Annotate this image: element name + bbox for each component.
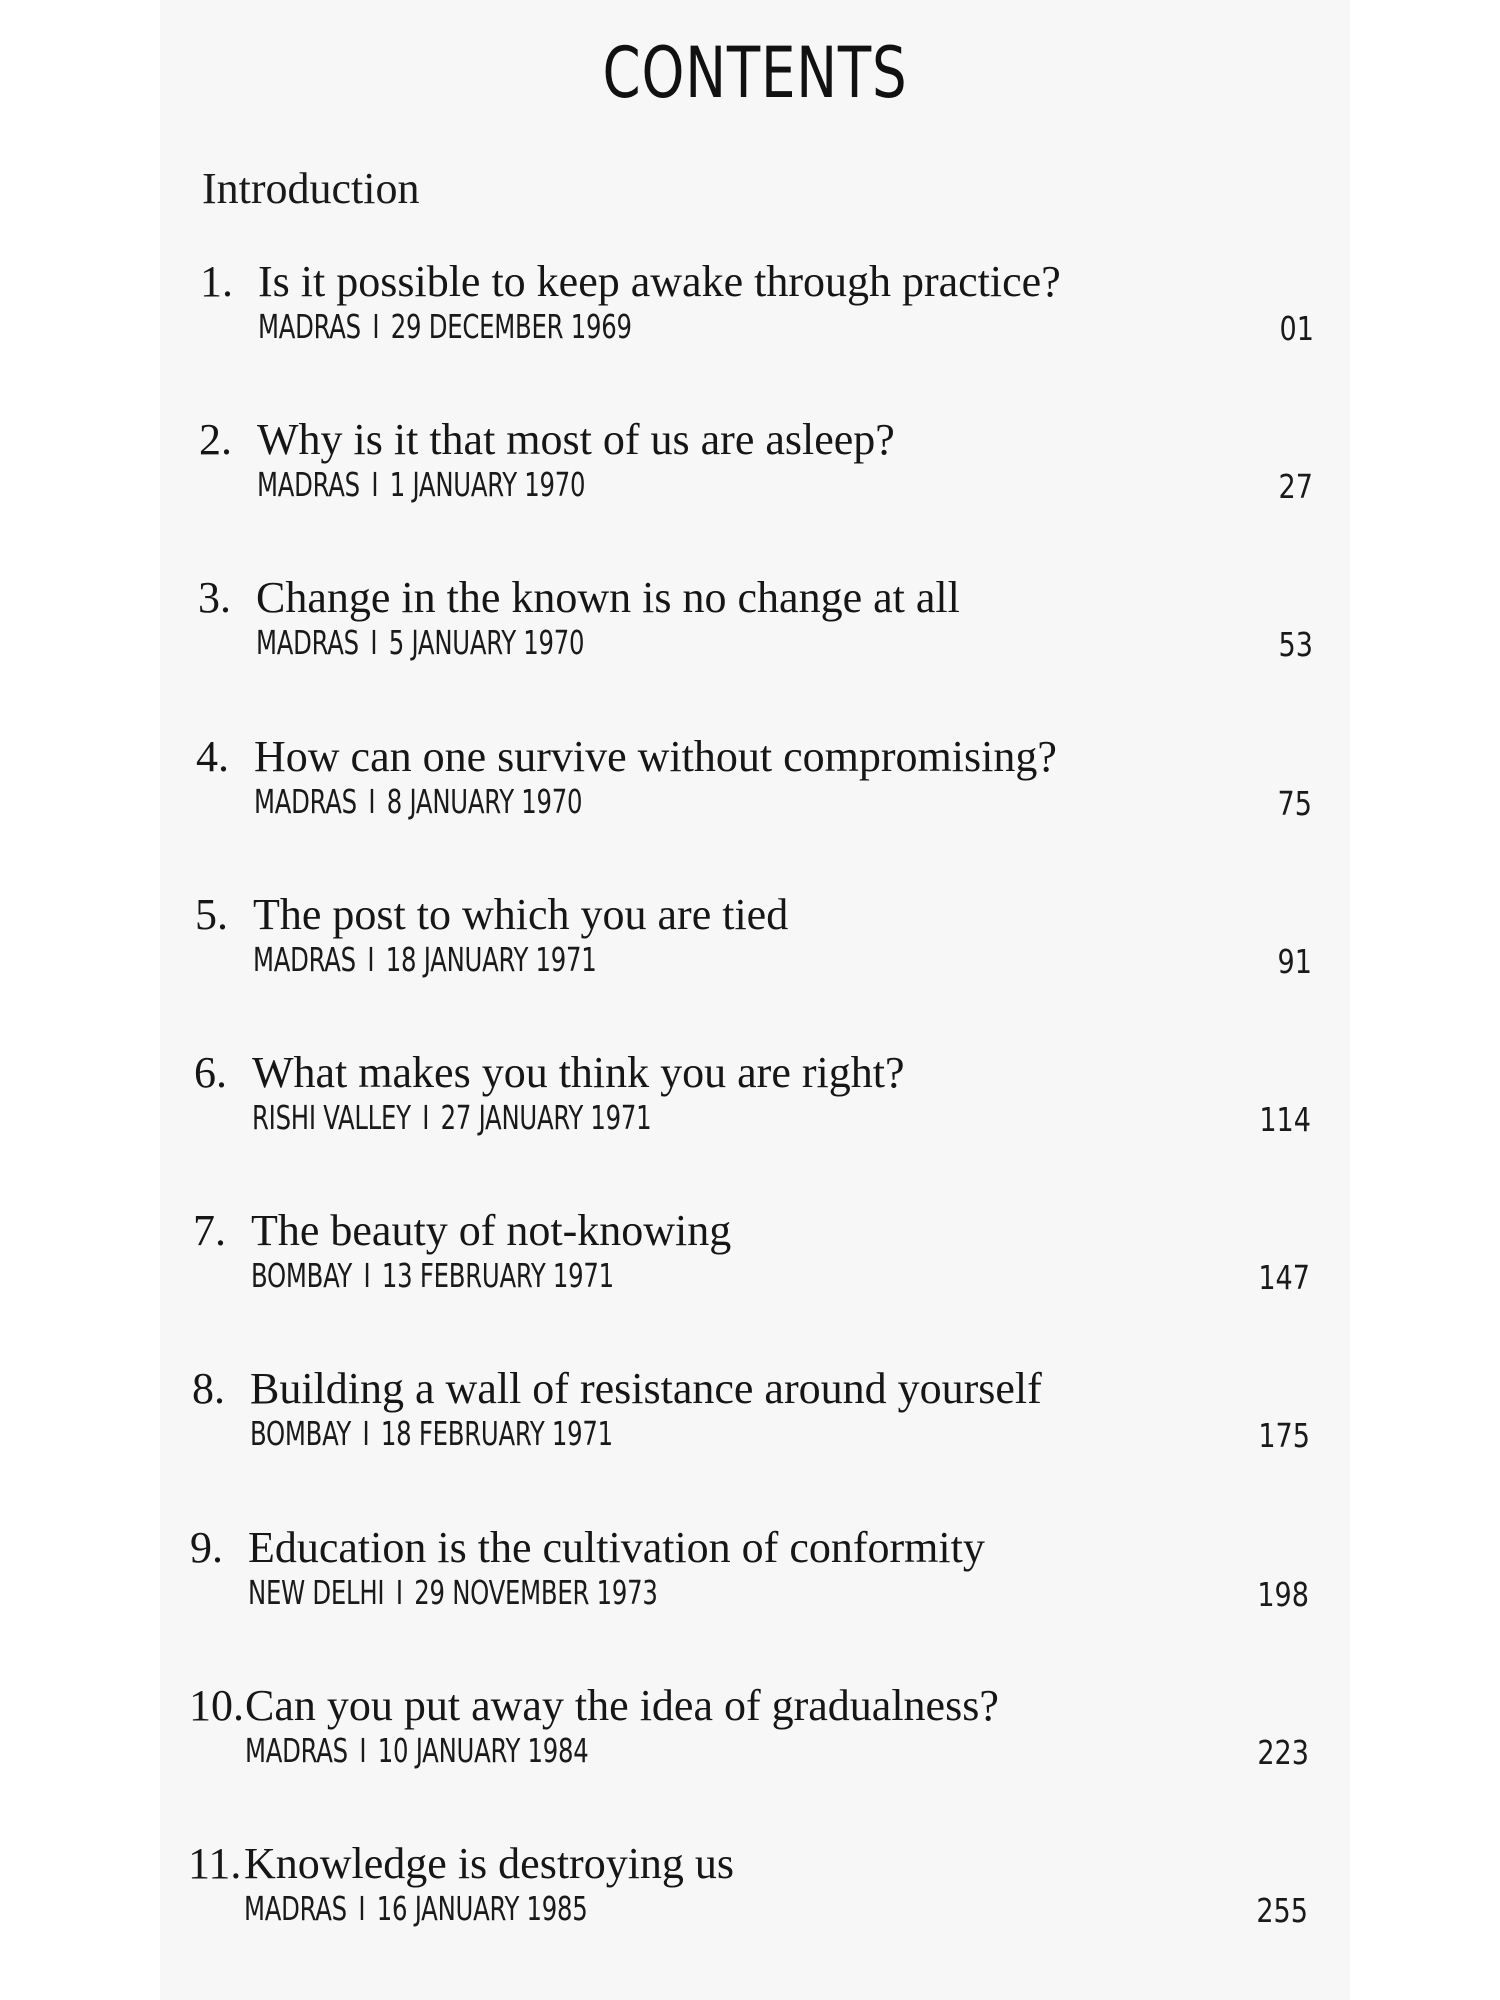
toc-entry [199, 415, 1313, 535]
entry-meta [253, 940, 597, 980]
entry-separator: I [368, 782, 376, 821]
book-page [160, 0, 1350, 2000]
entry-title [196, 732, 1057, 782]
entry-title [190, 1523, 985, 1573]
entry-separator: I [371, 465, 379, 504]
entry-number: 3. [198, 573, 231, 622]
entry-title [193, 1206, 731, 1256]
entry-title-text: Knowledge is destroying us [244, 1839, 735, 1888]
entry-date: 18 FEBRUARY 1971 [380, 1414, 613, 1453]
entry-date: 29 NOVEMBER 1973 [414, 1573, 658, 1612]
entry-title [198, 573, 960, 623]
entry-separator: I [367, 940, 375, 979]
entry-place: MADRAS [253, 940, 356, 979]
entry-title-text: Is it possible to keep awake through practice? [258, 257, 1061, 306]
entry-number: 7. [193, 1206, 226, 1255]
entry-title-text: Building a wall of resistance around yourself [250, 1364, 1042, 1413]
entry-meta [245, 1731, 589, 1771]
entry-number: 9. [190, 1523, 223, 1572]
toc-entry [198, 573, 1313, 693]
entry-title [189, 1681, 999, 1731]
entry-title-text: How can one survive without compromising? [254, 732, 1057, 781]
entry-meta [256, 623, 584, 663]
entry-number: 11. [188, 1839, 242, 1888]
entry-separator: I [359, 1731, 367, 1770]
entry-number: 4. [196, 732, 229, 781]
toc-entry [200, 257, 1314, 377]
entry-page-number: 175 [1258, 1416, 1310, 1455]
entry-date: 13 FEBRUARY 1971 [381, 1256, 614, 1295]
entry-page-number: 223 [1257, 1733, 1309, 1772]
entry-meta [258, 307, 632, 347]
entry-date: 8 JANUARY 1970 [386, 782, 583, 821]
entry-meta [252, 1098, 651, 1138]
entry-page-number: 114 [1259, 1100, 1311, 1139]
entry-title [188, 1839, 734, 1889]
entry-date: 5 JANUARY 1970 [388, 623, 585, 662]
entry-page-number: 53 [1278, 625, 1313, 664]
entry-separator: I [358, 1889, 366, 1928]
entry-meta [244, 1889, 588, 1929]
entry-separator: I [395, 1573, 403, 1612]
entry-title [200, 257, 1061, 307]
entry-page-number: 75 [1277, 784, 1312, 823]
entry-title-text: Change in the known is no change at all [256, 573, 960, 622]
toc-introduction: Introduction [202, 164, 420, 213]
entry-meta [254, 782, 582, 822]
entry-meta [257, 465, 585, 505]
entry-number: 2. [199, 415, 232, 464]
page-title: CONTENTS [602, 32, 908, 114]
entry-page-number: 91 [1277, 942, 1312, 981]
entry-place: RISHI VALLEY [252, 1098, 411, 1137]
entry-title-text: The beauty of not-knowing [251, 1206, 732, 1255]
entry-page-number: 01 [1279, 309, 1314, 348]
entry-place: MADRAS [256, 623, 359, 662]
entry-date: 10 JANUARY 1984 [377, 1731, 589, 1770]
entry-number: 1. [200, 257, 233, 306]
toc-entry [195, 890, 1312, 1010]
entry-number: 5. [195, 890, 228, 939]
toc-entry [194, 1048, 1311, 1168]
entry-place: MADRAS [245, 1731, 348, 1770]
entry-place: MADRAS [257, 465, 360, 504]
entry-date: 16 JANUARY 1985 [376, 1889, 588, 1928]
entry-title-text: What makes you think you are right? [252, 1048, 905, 1097]
entry-page-number: 147 [1258, 1258, 1310, 1297]
toc-entry [190, 1523, 1309, 1643]
toc-entry [192, 1364, 1310, 1484]
entry-title-text: Can you put away the idea of gradualness? [245, 1681, 999, 1730]
entry-meta [250, 1414, 613, 1454]
entry-date: 27 JANUARY 1971 [440, 1098, 652, 1137]
entry-separator: I [363, 1256, 371, 1295]
entry-date: 1 JANUARY 1970 [389, 465, 586, 504]
entry-place: BOMBAY [250, 1414, 352, 1453]
entry-page-number: 198 [1257, 1575, 1309, 1614]
toc-entry [196, 732, 1312, 852]
entry-meta [251, 1256, 614, 1296]
entry-place: MADRAS [244, 1889, 347, 1928]
entry-place: NEW DELHI [248, 1573, 385, 1612]
toc-entry [188, 1839, 1308, 1959]
entry-date: 18 JANUARY 1971 [385, 940, 597, 979]
entry-title [194, 1048, 904, 1098]
entry-title-text: Education is the cultivation of conformity [248, 1523, 985, 1572]
entry-page-number: 255 [1256, 1891, 1308, 1930]
entry-title-text: The post to which you are tied [253, 890, 789, 939]
toc-entry [193, 1206, 1310, 1326]
entry-number: 10. [189, 1681, 244, 1730]
entry-meta [248, 1573, 658, 1613]
entry-date: 29 DECEMBER 1969 [390, 307, 632, 346]
entry-separator: I [372, 307, 380, 346]
entry-title [195, 890, 788, 940]
entry-separator: I [422, 1098, 430, 1137]
entry-place: MADRAS [254, 782, 357, 821]
entry-number: 6. [194, 1048, 227, 1097]
entry-number: 8. [192, 1364, 225, 1413]
entry-separator: I [370, 623, 378, 662]
entry-separator: I [362, 1414, 370, 1453]
entry-title [192, 1364, 1042, 1414]
entry-place: BOMBAY [251, 1256, 353, 1295]
entry-title [199, 415, 895, 465]
toc-entry [189, 1681, 1309, 1801]
entry-place: MADRAS [258, 307, 361, 346]
entry-title-text: Why is it that most of us are asleep? [257, 415, 895, 464]
entry-page-number: 27 [1278, 467, 1313, 506]
